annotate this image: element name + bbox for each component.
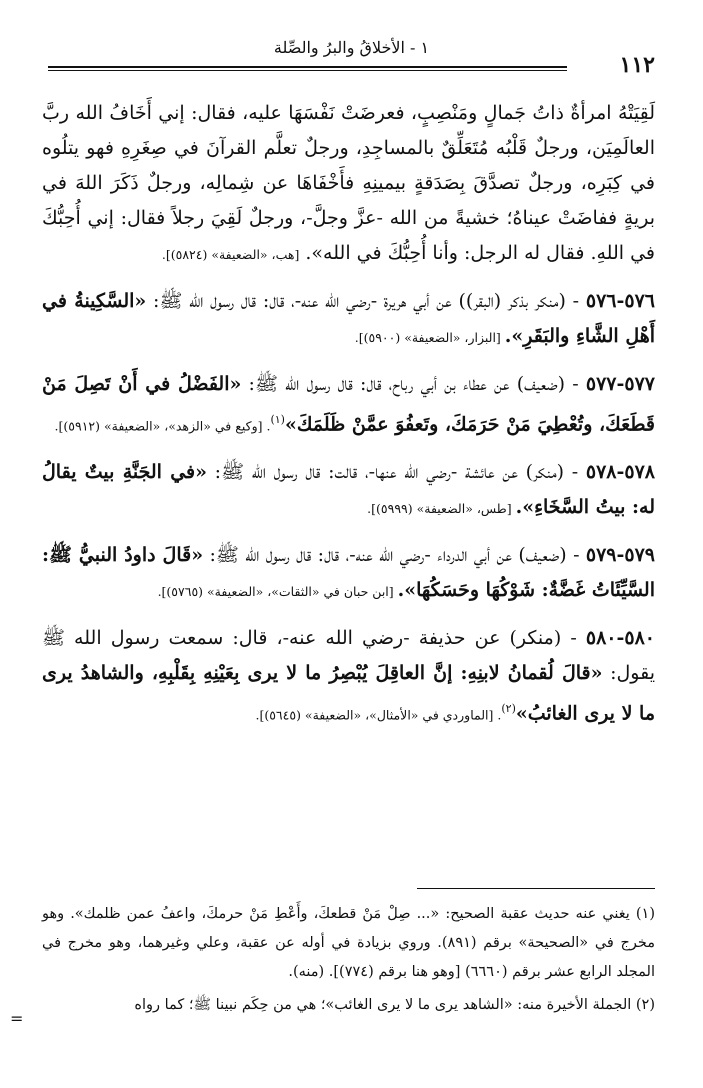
entry-number: ٥٧٨-٥٧٨ (585, 461, 655, 484)
entry-577 (42, 367, 655, 443)
entry-reference: [هب، «الضعيفة» (٥٨٢٤)]. (161, 247, 300, 262)
footnote-2: (٢) الجملة الأخيرة منه: «الشاهد يرى ما لا يرى الغائب»؛ هي من حِكَم نبينا ﷺ؛ كما رواه (134, 997, 655, 1013)
entry-number: ٥٧٧-٥٧٧ (585, 373, 655, 395)
entry-text: لَقِيَتْهُ امرأةٌ ذاتُ جَمالٍ ومَنْصِبٍ، فعرضَتْ نَفْسَهَا عليه، فقال: إني أَخَافُ الله ربَّ العالَمِيَن، ورجلٌ قَلْبُه مُتَعَلِّقٌ بالمساجِدِ، ورجلٌ تعلَّم القرآنَ في صِغَرِهِ فهو يتلُوه في كِبَرِه، ورجلٌ تصدَّقَ بِصَدَقةٍ بيمينِهِ فأَخْفَاهَا عن شِمالِه، ورجلٌ ذَكَرَ اللهَ في بريةٍ ففاضَتْ عيناهُ؛ خشيةً من الله -عزَّ وجلَّ-، ورجلٌ لَقِيَ رجلاً فقال: إني أُحِبُّكَ في اللهِ. فقال له الرجل: وأنا أُحِبُّكَ في الله». (42, 102, 655, 264)
entry-reference: . [الماوردي في «الأمثال»، «الضعيفة» (٥٦٤٥)]. (255, 707, 502, 723)
entry-reference: . [وكيع في «الزهد»، «الضعيفة» (٥٩١٢)]. (54, 418, 271, 434)
page-header (48, 38, 655, 78)
entry-grade: - (منكر بذكر (البقر)) عن أبي هريرة -رضي الله عنه-، قال: قال رسول الله ﷺ: (146, 290, 586, 312)
entry-579 (42, 538, 655, 609)
header-rule (48, 66, 567, 71)
footnote-1: (١) يغني عنه حديث عقبة الصحيح: «... صِلْ مَنْ قطعكَ، وأَعْطِ مَنْ حرمكَ، واعفُ عمن ظلمك». وهو مخرج في «الصحيحة» برقم (٨٩١). وروي بزيادة في أوله عن عقبة، وعلي وغيرهما، وهو مخرج في المجلد الرابع عشر برقم (٦٦٦٠) [وهو هنا برقم (٧٧٤)]. (منه). (42, 906, 655, 980)
main-text (42, 96, 655, 745)
footnotes (42, 900, 655, 1024)
entry-number: ٥٧٩-٥٧٩ (585, 544, 656, 567)
entry-grade: - (ضعيف) عن أبي الدرداء -رضي الله عنه-، قال: قال رسول الله ﷺ: (203, 544, 586, 567)
entry-580 (42, 621, 655, 732)
entry-grade: - (منكر) عن عائشة -رضي الله عنها-، قالت: قال رسول الله ﷺ: (207, 461, 586, 484)
footnote-marker[interactable]: (٢) (501, 702, 516, 716)
entry-number: ٥٧٦-٥٧٦ (585, 290, 655, 312)
entry-578 (42, 455, 655, 526)
entry-reference: [البزار، «الضعيفة» (٥٩٠٠)]. (354, 330, 505, 345)
entry-number: ٥٨٠-٥٨٠ (585, 627, 655, 650)
page-number: ١١٢ (619, 52, 655, 78)
hadith-text: «قَالَ داودُ النبيُّ ﷺ: السَّيِّئَاتُ غَضَّةٌ: شَوْكُهَا وحَسَكُهَا». (42, 544, 655, 602)
entry-continuation (42, 96, 655, 272)
hadith-text: «السَّكِينةُ في أَهْلِ الشَّاءِ والبَقَرِ». (42, 290, 655, 347)
entry-576 (42, 284, 655, 355)
footnote-separator (417, 888, 655, 889)
continuation-mark: = (10, 1009, 24, 1028)
entry-reference: [طس، «الضعيفة» (٥٩٩٩)]. (367, 501, 516, 517)
hadith-text: «في الجَنَّةِ بيتٌ يقالُ له: بيتُ السَّخَاءِ». (42, 461, 655, 519)
hadith-text: «قالَ لُقمانُ لابنِهِ: إنَّ العاقِلَ يُبْصِرُ ما لا يرى بِعَيْنِهِ بِقَلْبِهِ، والشاهدُ يرى ما لا يرى الغائبُ» (42, 662, 655, 725)
entry-grade: - (ضعيف) عن عطاء بن أبي رباح، قال: قال رسول الله ﷺ: (241, 373, 586, 395)
footnote-marker[interactable]: (١) (270, 413, 285, 426)
entry-reference: [ابن حبان في «الثقات»، «الضعيفة» (٥٧٦٥)]. (157, 584, 398, 600)
running-title: ١ - الأخلاقُ والبرُ والصِّلة (273, 38, 430, 57)
entry-grade: - (منكر) عن حذيفة -رضي الله عنه-، قال: سمعت رسول الله ﷺ يقول: (42, 627, 655, 685)
hadith-text: «الفَضْلُ في أَنْ تَصِلَ مَنْ قَطَعَكَ، وتُعْطِيَ مَنْ حَرَمَكَ، وتَعفُوَ عمَّنْ ظَلَمَكَ» (42, 373, 655, 436)
